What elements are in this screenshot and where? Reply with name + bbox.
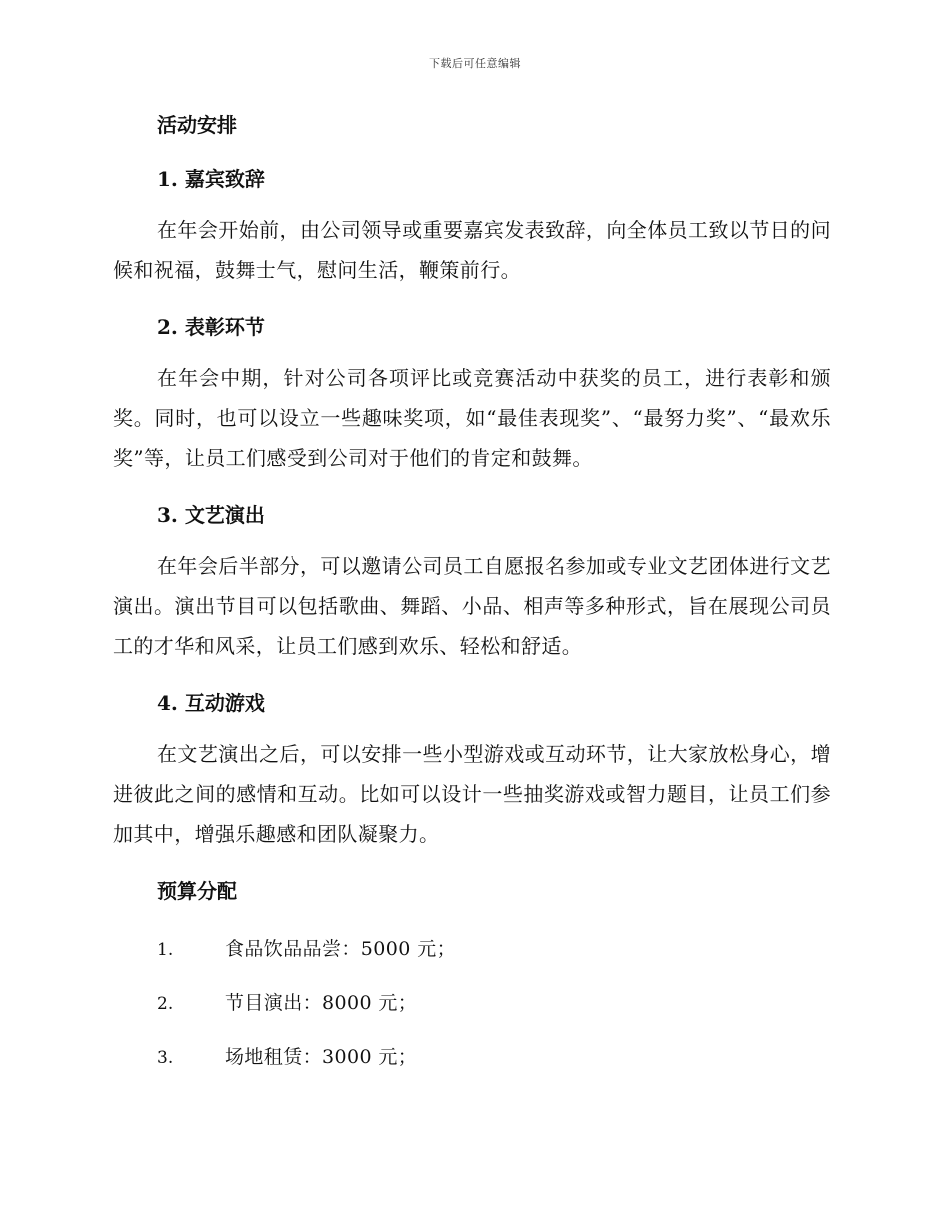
activity-section-title: 活动安排 [157,113,237,137]
item2-heading: 2. 表彰环节 [157,315,265,339]
budget-item-text: 食品饮品品尝：5000 元； [225,938,456,960]
budget-list [113,934,831,1096]
item3-heading: 3. 文艺演出 [157,503,265,527]
budget-item-number: 3. [157,1048,174,1068]
budget-item-number: 2. [157,994,174,1014]
budget-item-text: 场地租赁：3000 元； [225,1046,418,1068]
budget-list-item [113,1042,831,1096]
budget-list-item [113,934,831,988]
item4-heading: 4. 互动游戏 [157,691,265,715]
budget-item-text: 节目演出：8000 元； [225,992,418,1014]
item1-paragraph: 在年会开始前，由公司领导或重要嘉宾发表致辞，向全体员工致以节日的问候和祝福，鼓舞士气，慰问生活，鞭策前行。 [113,218,831,282]
document-body [113,108,831,1096]
budget-item-number: 1. [157,940,174,960]
page-header-note: 下载后可任意编辑 [429,57,521,70]
budget-list-item [113,988,831,1042]
item2-paragraph: 在年会中期，针对公司各项评比或竞赛活动中获奖的员工，进行表彰和颁奖。同时，也可以设立一些趣味奖项，如“最佳表现奖”、“最努力奖”、“最欢乐奖”等，让员工们感受到公司对于他们的肯定和鼓舞。 [113,366,831,470]
item4-paragraph: 在文艺演出之后，可以安排一些小型游戏或互动环节，让大家放松身心，增进彼此之间的感情和互动。比如可以设计一些抽奖游戏或智力题目，让员工们参加其中，增强乐趣感和团队凝聚力。 [113,742,831,846]
item3-paragraph: 在年会后半部分，可以邀请公司员工自愿报名参加或专业文艺团体进行文艺演出。演出节目可以包括歌曲、舞蹈、小品、相声等多种形式，旨在展现公司员工的才华和风采，让员工们感到欢乐、轻松和舒适。 [113,554,831,658]
budget-section-title: 预算分配 [157,879,237,903]
item1-heading: 1. 嘉宾致辞 [157,167,265,191]
